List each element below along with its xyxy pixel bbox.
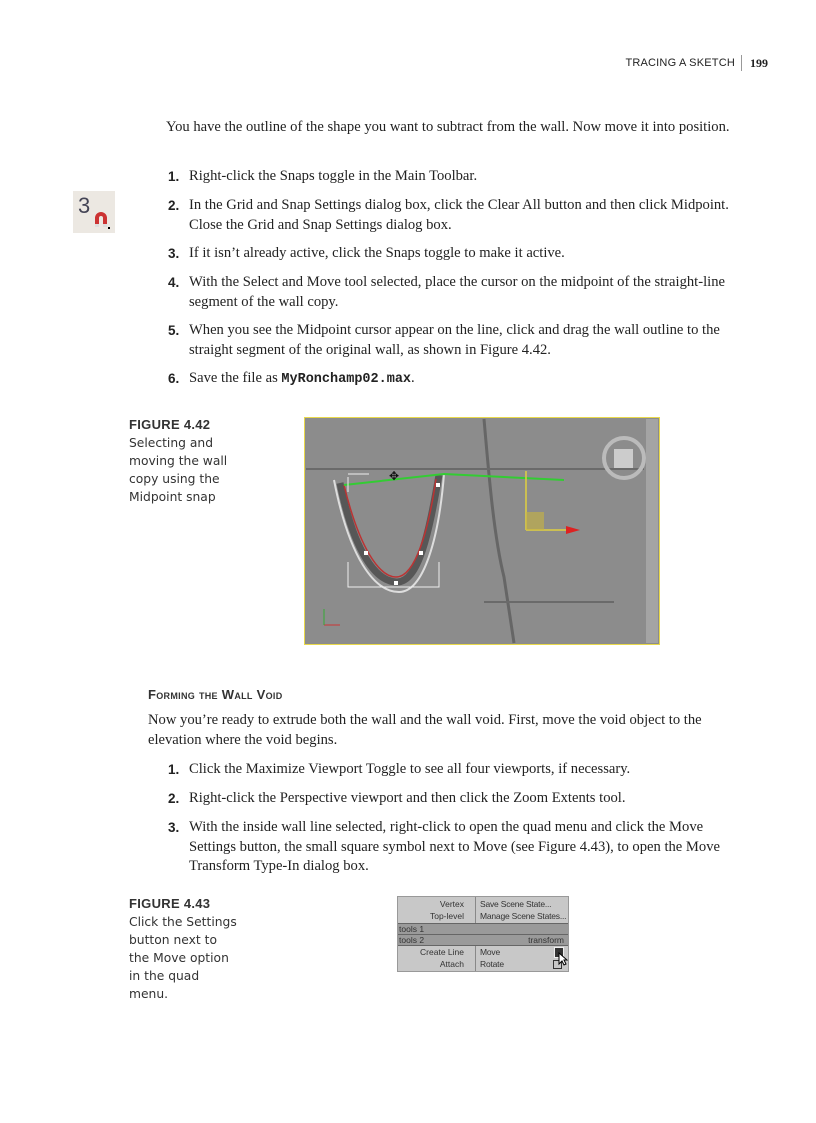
running-header [625, 55, 768, 71]
step-3 [168, 244, 748, 264]
chapter-title: TRACING A SKETCH [625, 55, 742, 71]
figure-label: FIGURE 4.42 [129, 417, 211, 432]
step-text: In the Grid and Snap Settings dialog box, click the Clear All button and then click Midpoint. Close the Grid and Snap Settings dialog box. [189, 197, 729, 233]
step-text: With the Select and Move tool selected, place the cursor on the midpoint of the straight-line segment of the wall copy. [189, 274, 725, 310]
caption-text: Click the Settings button next to the Move option in the quad menu. [129, 915, 237, 1001]
step-2 [168, 196, 748, 235]
filename: MyRonchamp02.max [281, 372, 412, 387]
quad-header-tools2 [398, 934, 568, 946]
text: . [411, 370, 415, 386]
page-number: 199 [750, 55, 768, 70]
text: Save the file as [189, 370, 282, 386]
quad-row [398, 910, 568, 922]
quad-menu-figure [397, 896, 569, 972]
bar-label: tools 2 [399, 935, 425, 945]
bar-label: tools 1 [399, 924, 425, 934]
step-text: Right-click the Snaps toggle in the Main Toolbar. [189, 168, 478, 184]
step-num: 3. [168, 246, 180, 261]
snap-number: 3 [78, 193, 91, 218]
step-num: 3. [168, 820, 180, 835]
step-text: Right-click the Perspective viewport and then click the Zoom Extents tool. [189, 790, 626, 806]
caption-text: Selecting and moving the wall copy using the Midpoint snap [129, 436, 228, 504]
menu-item-save-scene-state[interactable]: Save Scene State... [480, 899, 552, 909]
step-num: 2. [168, 791, 180, 806]
viewport-figure-4-42 [304, 417, 660, 645]
menu-item-manage-scene-states[interactable]: Manage Scene States... [480, 911, 567, 921]
step-text: When you see the Midpoint cursor appear on the line, click and drag the wall outline to the straight segment of the original wall, as shown in Figure 4.42. [189, 322, 720, 358]
figure-label: FIGURE 4.43 [129, 896, 211, 911]
step-num: 1. [168, 169, 180, 184]
step-1 [168, 760, 748, 780]
quad-row [398, 946, 568, 958]
intro-paragraph: You have the outline of the shape you want to subtract from the wall. Now move it into position. [166, 119, 730, 135]
section-heading: Forming the Wall Void [148, 687, 283, 702]
step-num: 1. [168, 762, 180, 777]
menu-item-attach[interactable]: Attach [439, 959, 464, 969]
menu-item-top-level[interactable]: Top-level [429, 911, 464, 921]
quad-row [398, 958, 568, 970]
step-num: 2. [168, 198, 180, 213]
step-num: 5. [168, 323, 180, 338]
snaps-toggle-icon [73, 191, 115, 233]
step-4 [168, 273, 748, 312]
step-text: With the inside wall line selected, right-click to open the quad menu and click the Move Settings button, the small square symbol next to Move (see Figure 4.43), to open the Move Transform Type-In dialog box. [189, 819, 720, 874]
step-num: 6. [168, 371, 180, 386]
figure-4-42-caption [129, 416, 239, 506]
step-text: If it isn’t already active, click the Snaps toggle to make it active. [189, 245, 565, 261]
figure-4-43-caption [129, 895, 239, 1003]
quad-row [398, 898, 568, 910]
mouse-cursor-icon [558, 952, 568, 966]
step-1 [168, 167, 748, 187]
magnet-icon [91, 209, 111, 229]
menu-item-rotate[interactable]: Rotate [480, 959, 504, 969]
step-text [189, 369, 748, 390]
step-text: Click the Maximize Viewport Toggle to see all four viewports, if necessary. [189, 761, 631, 777]
step-2 [168, 789, 748, 809]
bar-label-right: transform [528, 935, 564, 945]
svg-text:✥: ✥ [389, 469, 400, 483]
menu-item-create-line[interactable]: Create Line [420, 947, 464, 957]
menu-item-vertex[interactable]: Vertex [439, 899, 464, 909]
step-6 [168, 369, 748, 390]
step-3 [168, 818, 748, 877]
paragraph: Now you’re ready to extrude both the wall and the wall void. First, move the void object to the elevation where the void begins. [148, 712, 702, 748]
step-num: 4. [168, 275, 180, 290]
menu-item-move[interactable]: Move [480, 947, 500, 957]
step-5 [168, 321, 748, 360]
